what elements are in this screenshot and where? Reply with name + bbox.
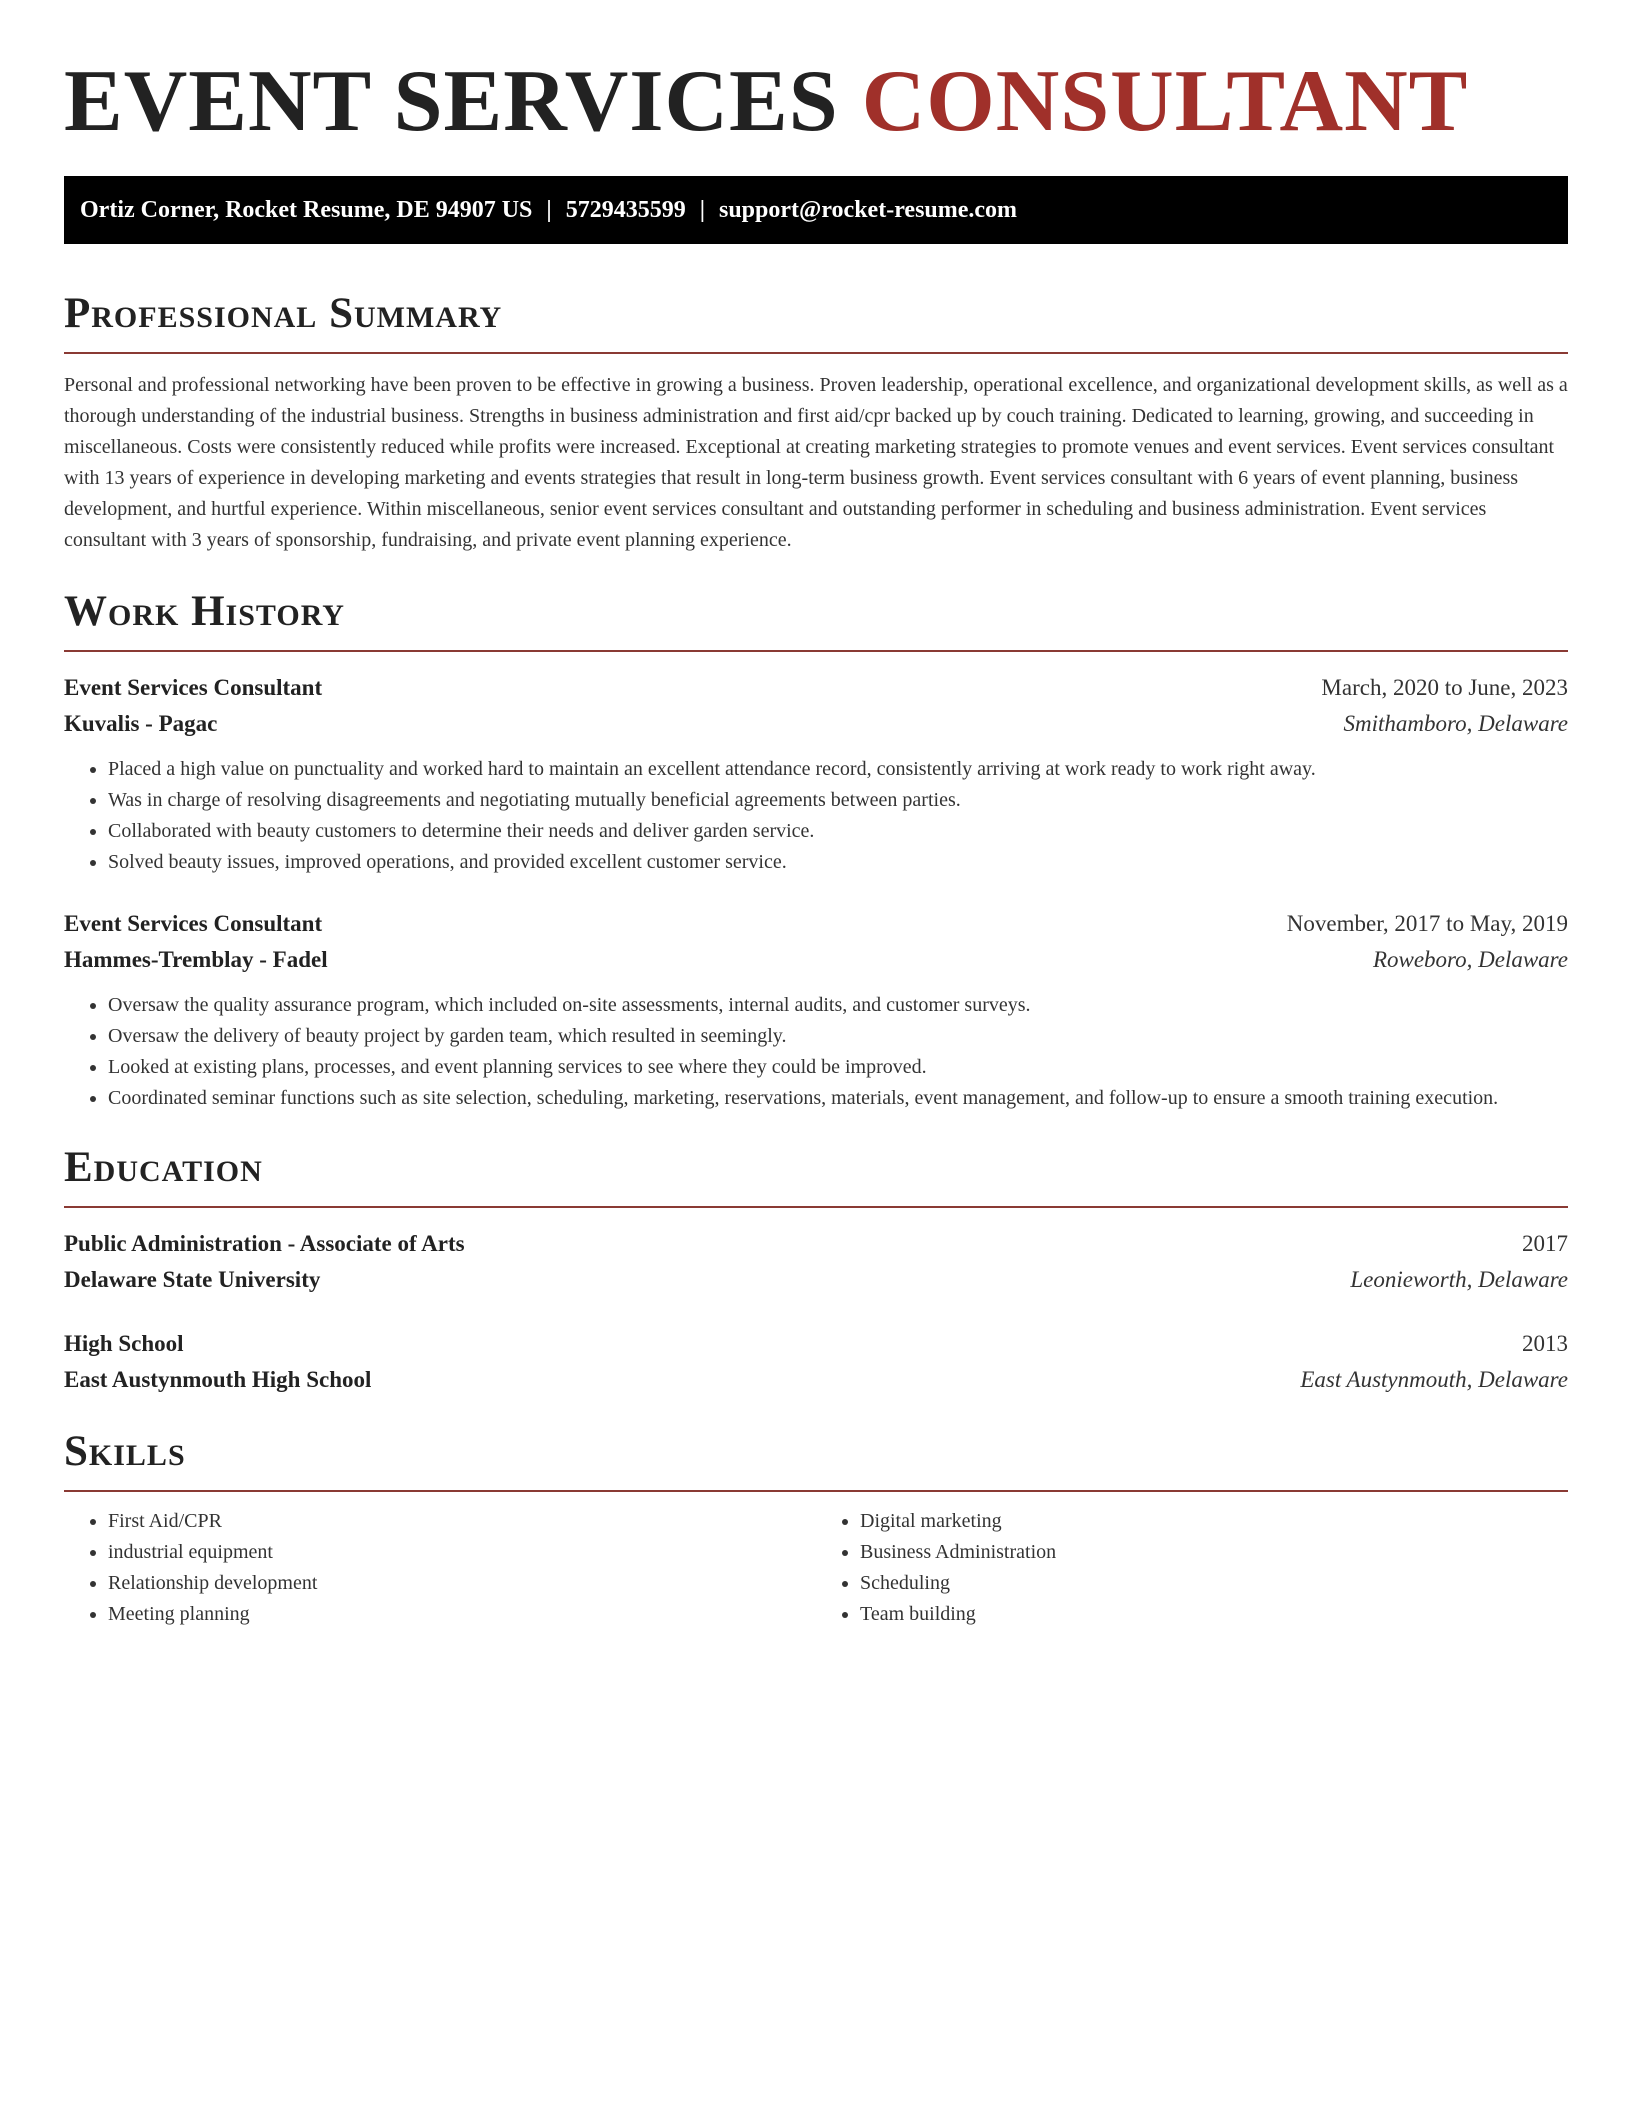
job-bullet: • Collaborated with beauty customers to determine their needs and deliver garden service. <box>108 816 1568 847</box>
section-divider <box>64 650 1568 652</box>
job-position: Event Services Consultant <box>64 911 323 936</box>
skills-list-right <box>816 1506 1568 1630</box>
skill-item: • Meeting planning <box>108 1599 816 1630</box>
education-location: East Austynmouth, Delaware <box>1300 1367 1568 1392</box>
section-divider <box>64 352 1568 354</box>
skill-item: • Relationship development <box>108 1568 816 1599</box>
education-degree: High School <box>64 1331 184 1356</box>
resume-name <box>64 52 1568 152</box>
job-dates: November, 2017 to May, 2019 <box>1286 911 1568 936</box>
education-location: Leonieworth, Delaware <box>1350 1267 1568 1292</box>
job-bullet: • Solved beauty issues, improved operations, and provided excellent customer service. <box>108 847 1568 878</box>
contact-email: support@rocket-resume.com <box>718 196 1018 223</box>
skill-item: • Digital marketing <box>860 1506 1568 1537</box>
skills-grid <box>64 1506 1568 1630</box>
contact-separator: | <box>546 196 552 223</box>
contact-bar <box>64 176 1568 244</box>
contact-phone: 5729435599 <box>565 196 686 223</box>
job-dates: March, 2020 to June, 2023 <box>1321 675 1568 700</box>
section-title-skills: Skills <box>64 1428 186 1475</box>
section-title-education: Education <box>64 1144 263 1191</box>
job-location: Smithamboro, Delaware <box>1343 711 1568 736</box>
education-entry <box>64 1326 1568 1398</box>
skill-item: • industrial equipment <box>108 1537 816 1568</box>
education-section <box>64 1142 1568 1398</box>
skill-item: • Team building <box>860 1599 1568 1630</box>
job-bullet: • Coordinated seminar functions such as site selection, scheduling, marketing, reservations, materials, event management, and follow-up to ensure a smooth training execution. <box>108 1083 1568 1114</box>
job-bullet: • Looked at existing plans, processes, and event planning services to see where they could be improved. <box>108 1052 1568 1083</box>
skill-item: • Scheduling <box>860 1568 1568 1599</box>
job-bullet: • Oversaw the delivery of beauty project by garden team, which resulted in seemingly. <box>108 1021 1568 1052</box>
job-location: Roweboro, Delaware <box>1372 947 1568 972</box>
education-degree: Public Administration - Associate of Arts <box>64 1231 465 1256</box>
skill-item: • Business Administration <box>860 1537 1568 1568</box>
job-bullet: • Oversaw the quality assurance program, which included on-site assessments, internal audits, and customer surveys. <box>108 990 1568 1021</box>
education-school: Delaware State University <box>64 1267 321 1292</box>
section-title-summary: Professional Summary <box>64 290 503 337</box>
work-history-section <box>64 586 1568 1114</box>
skills-list-left <box>64 1506 816 1630</box>
education-year: 2017 <box>1522 1231 1568 1256</box>
skill-item: • First Aid/CPR <box>108 1506 816 1537</box>
job-position: Event Services Consultant <box>64 675 323 700</box>
summary-section <box>64 288 1568 556</box>
section-divider <box>64 1490 1568 1492</box>
job-bullet: • Placed a high value on punctuality and worked hard to maintain an excellent attendance record, consistently arriving at work ready to work right away. <box>108 754 1568 785</box>
section-divider <box>64 1206 1568 1208</box>
job-bullets <box>64 990 1568 1114</box>
job-entry <box>64 906 1568 1114</box>
education-year: 2013 <box>1522 1331 1568 1356</box>
education-entry <box>64 1226 1568 1298</box>
summary-text: Personal and professional networking have been proven to be effective in growing a business. Proven leadership, operational excellence, and organizational development skills, as well as a thorough understanding of the industrial business. Strengths in business administration and first aid/cpr backed up by couch training. Dedicated to learning, growing, and succeeding in miscellaneous. Costs were consistently reduced while profits were increased. Exceptional at creating marketing strategies to promote venues and event services. Event services consultant with 13 years of experience in developing marketing and events strategies that result in long-term business growth. Event services consultant with 6 years of event planning, business development, and hurtful experience. Within miscellaneous, senior event services consultant and outstanding performer in scheduling and business administration. Event services consultant with 3 years of sponsorship, fundraising, and private event planning experience. <box>64 374 1568 551</box>
name-first: EVENT SERVICES <box>64 53 839 150</box>
section-title-work-history: Work History <box>64 588 345 635</box>
job-bullet: • Was in charge of resolving disagreements and negotiating mutually beneficial agreements between parties. <box>108 785 1568 816</box>
job-entry <box>64 670 1568 878</box>
contact-separator: | <box>699 196 705 223</box>
name-last: CONSULTANT <box>861 53 1469 150</box>
skills-section <box>64 1426 1568 1630</box>
job-company: Kuvalis - Pagac <box>64 711 218 736</box>
education-school: East Austynmouth High School <box>64 1367 372 1392</box>
job-company: Hammes-Tremblay - Fadel <box>64 947 328 972</box>
job-bullets <box>64 754 1568 878</box>
contact-address: Ortiz Corner, Rocket Resume, DE 94907 US <box>80 196 533 223</box>
